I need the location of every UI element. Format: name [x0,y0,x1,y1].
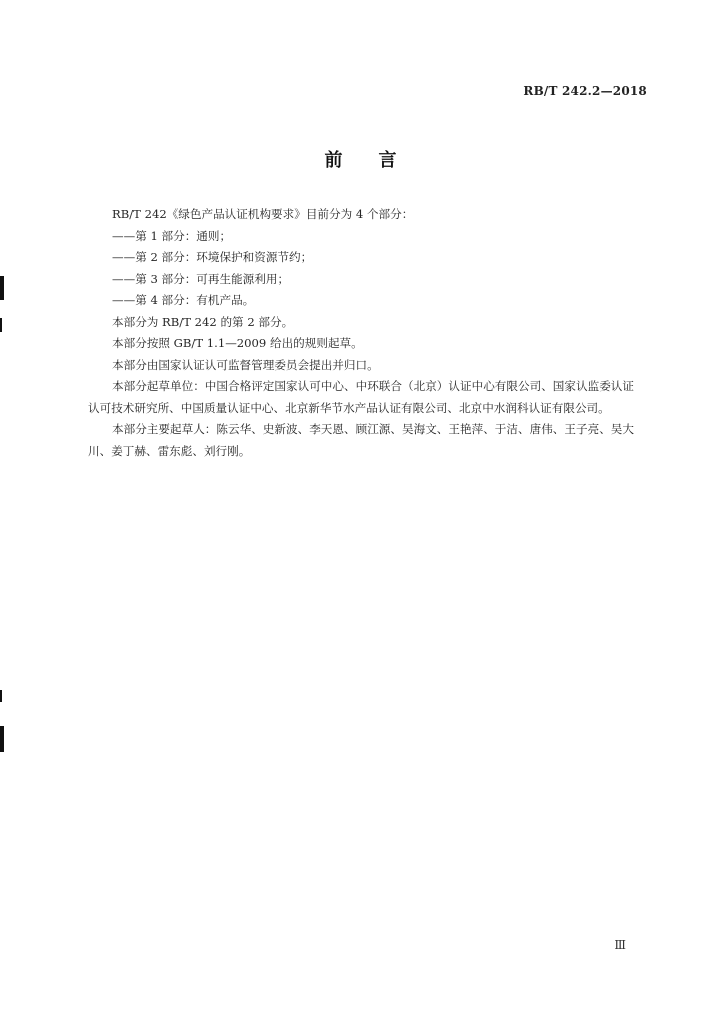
drafting-units-paragraph: 本部分起草单位：中国合格评定国家认可中心、中环联合（北京）认证中心有限公司、国家认监委认证认可技术研究所、中国质量认证中心、北京新华节水产品认证有限公司、北京中水润科认证有限公司。 [88,379,634,415]
scan-edge-mark [0,318,2,332]
scan-edge-mark [0,690,2,702]
part-list-item-2: ——第 2 部分：环境保护和资源节约； [112,250,313,264]
drafting-rules-paragraph: 本部分按照 GB/T 1.1—2009 给出的规则起草。 [112,336,363,350]
proposed-by-paragraph: 本部分由国家认证认可监督管理委员会提出并归口。 [112,357,379,372]
intro-paragraph: RB/T 242《绿色产品认证机构要求》目前分为 4 个部分： [112,207,414,221]
scan-edge-mark [0,726,4,752]
page-title: 前言 [324,150,433,171]
standard-code: RB/T 242.2—2018 [523,84,647,98]
foreword-body [88,204,634,462]
this-part-paragraph: 本部分为 RB/T 242 的第 2 部分。 [112,314,294,329]
part-list-item-3: ——第 3 部分：可再生能源利用； [112,271,290,286]
part-list-item-4: ——第 4 部分：有机产品。 [112,293,255,307]
scan-edge-mark [0,276,4,300]
part-list-item-1: ——第 1 部分：通则； [112,228,232,243]
page-number: Ⅲ [614,938,626,952]
drafters-paragraph: 本部分主要起草人：陈云华、史新波、李天恩、顾江源、吴海文、王艳萍、于洁、唐伟、王子亮、吴大川、姜丁赫、雷东彪、刘行刚。 [88,422,634,458]
